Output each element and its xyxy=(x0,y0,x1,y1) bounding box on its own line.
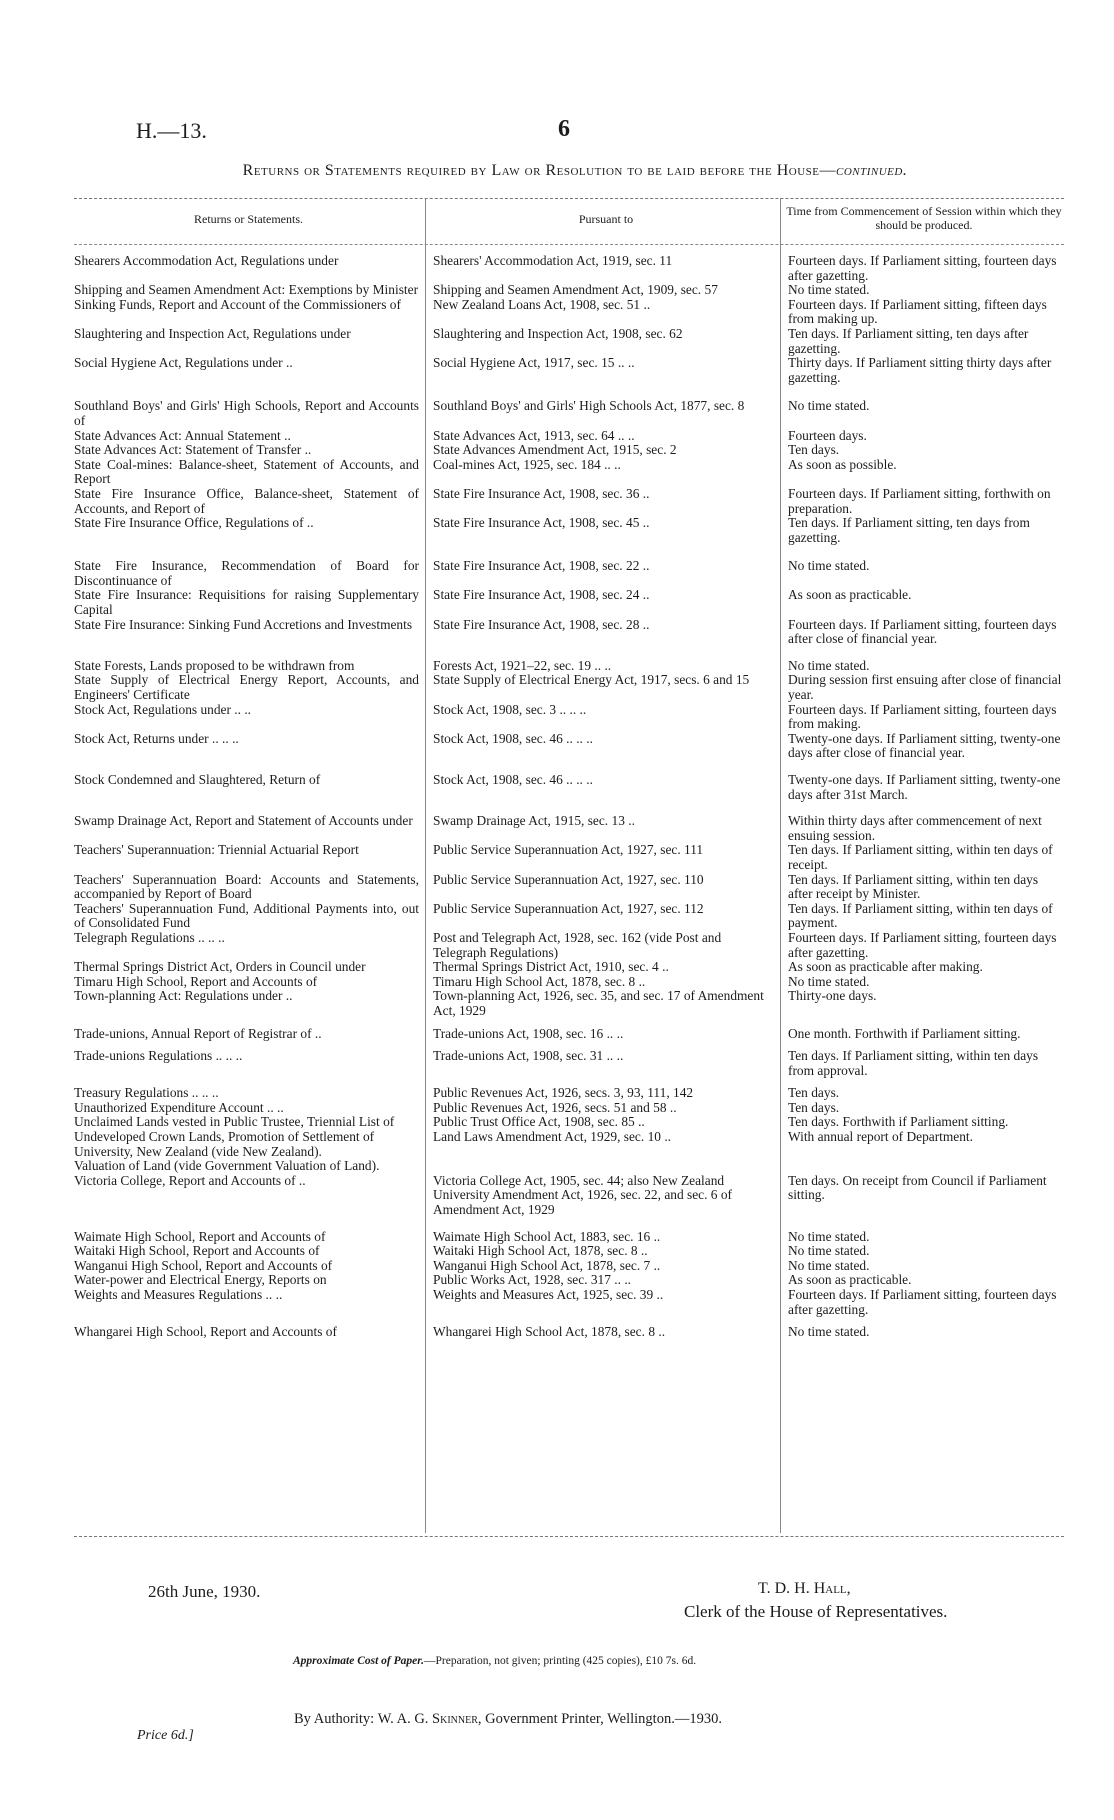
time-cell: No time stated. xyxy=(788,973,870,989)
table-row xyxy=(74,1101,1064,1116)
return-cell: Teachers' Superannuation: Triennial Actuarial Report xyxy=(74,842,359,858)
table-row xyxy=(74,773,1064,802)
authority-suffix: Government Printer, Wellington.—1930. xyxy=(485,1711,722,1727)
pursuant-cell: Forests Act, 1921–22, sec. 19 .. .. xyxy=(433,657,612,673)
return-cell: Stock Act, Regulations under .. .. xyxy=(74,701,252,717)
column-header-time: Time from Commencement of Session within which they should be produced. xyxy=(786,204,1062,232)
page-number: 6 xyxy=(558,116,570,142)
table-row xyxy=(74,1086,1064,1101)
return-cell: Southland Boys' and Girls' High Schools, Report and Accounts of xyxy=(74,398,419,428)
table-row xyxy=(74,659,1064,674)
table-row xyxy=(74,989,1064,1018)
pursuant-cell: State Fire Insurance Act, 1908, sec. 28 .. xyxy=(433,616,650,632)
return-cell: Whangarei High School, Report and Accounts of xyxy=(74,1324,337,1340)
time-cell: Fourteen days. If Parliament sitting, forthwith on preparation. xyxy=(788,485,1051,516)
pursuant-cell: Public Service Superannuation Act, 1927, sec. 112 xyxy=(433,900,704,916)
pursuant-cell: Timaru High School Act, 1878, sec. 8 .. xyxy=(433,973,646,989)
return-cell: Waitaki High School, Report and Accounts of xyxy=(74,1243,320,1259)
table-header-rule xyxy=(74,244,1064,245)
table-row xyxy=(74,399,1064,428)
return-cell: State Fire Insurance: Requisitions for raising Supplementary Capital xyxy=(74,587,419,618)
return-cell: State Advances Act: Statement of Transfer .. xyxy=(74,442,312,458)
table-row xyxy=(74,327,1064,356)
pursuant-cell: State Advances Act, 1913, sec. 64 .. .. xyxy=(433,427,635,443)
authority-line xyxy=(294,1711,722,1728)
pursuant-cell: State Supply of Electrical Energy Act, 1917, secs. 6 and 15 xyxy=(433,672,750,688)
return-cell: Timaru High School, Report and Accounts of xyxy=(74,973,318,989)
pursuant-cell: Town-planning Act, 1926, sec. 35, and sec. 17 of Amendment Act, 1929 xyxy=(433,988,764,1018)
pursuant-cell: Stock Act, 1908, sec. 3 .. .. .. xyxy=(433,701,587,717)
pursuant-cell: State Advances Amendment Act, 1915, sec. 2 xyxy=(433,442,677,458)
table-row xyxy=(74,960,1064,975)
return-cell: University, New Zealand (vide New Zealand). xyxy=(74,1143,322,1159)
time-cell: As soon as practicable. xyxy=(788,587,912,603)
table-row xyxy=(74,443,1064,458)
table-row xyxy=(74,814,1064,843)
table-row xyxy=(74,283,1064,298)
table-bottom-rule xyxy=(74,1536,1064,1537)
page-header xyxy=(120,108,1020,148)
return-cell: State Fire Insurance, Recommendation of Board for Discontinuance of xyxy=(74,558,419,588)
return-cell: Sinking Funds, Report and Account of the Commissioners of xyxy=(74,296,401,312)
table-row xyxy=(74,902,1064,931)
return-cell: Undeveloped Crown Lands, Promotion of Settlement of xyxy=(74,1129,375,1145)
table-row xyxy=(74,356,1064,385)
time-cell: No time stated. xyxy=(788,398,870,414)
table-row xyxy=(74,588,1064,617)
return-cell: Stock Act, Returns under .. .. .. xyxy=(74,730,239,746)
cost-label: Approximate Cost of Paper. xyxy=(293,1655,424,1667)
time-cell: No time stated. xyxy=(788,1324,870,1340)
table-row xyxy=(74,516,1064,545)
pursuant-cell: Public Service Superannuation Act, 1927, sec. 110 xyxy=(433,871,704,887)
pursuant-cell: Stock Act, 1908, sec. 46 .. .. .. xyxy=(433,772,593,787)
time-cell: As soon as possible. xyxy=(788,456,897,472)
table-row xyxy=(74,931,1064,960)
pursuant-cell xyxy=(425,1159,780,1174)
table-row xyxy=(74,1174,1064,1218)
time-cell: Ten days. xyxy=(788,1085,840,1101)
time-cell: Ten days. On receipt from Council if Parliament sitting. xyxy=(788,1172,1047,1203)
table-row xyxy=(74,487,1064,516)
pursuant-cell: State Fire Insurance Act, 1908, sec. 24 .. xyxy=(433,587,650,603)
time-cell: Ten days. xyxy=(788,442,840,458)
time-cell: Fourteen days. If Parliament sitting, fourteen days after gazetting. xyxy=(788,929,1057,960)
time-cell xyxy=(780,1159,1064,1174)
pursuant-cell: Waimate High School Act, 1883, sec. 16 .. xyxy=(433,1228,661,1244)
pursuant-cell: Waitaki High School Act, 1878, sec. 8 .. xyxy=(433,1243,648,1259)
pursuant-cell: Swamp Drainage Act, 1915, sec. 13 .. xyxy=(433,813,635,829)
pursuant-cell: Coal-mines Act, 1925, sec. 184 .. .. xyxy=(433,456,621,472)
time-cell: Ten days. If Parliament sitting, within ten days of receipt. xyxy=(788,842,1053,872)
return-cell: Social Hygiene Act, Regulations under .. xyxy=(74,355,293,371)
time-cell: During session first ensuing after close of financial year. xyxy=(788,672,1062,703)
pursuant-cell: Southland Boys' and Girls' High Schools Act, 1877, sec. 8 xyxy=(433,398,745,414)
pursuant-cell: Public Trust Office Act, 1908, sec. 85 .. xyxy=(433,1114,645,1130)
return-cell: Unauthorized Expenditure Account .. .. xyxy=(74,1099,284,1115)
time-cell: No time stated. xyxy=(788,657,870,673)
table-row xyxy=(74,1145,1064,1160)
authority-prefix: By Authority: xyxy=(294,1711,375,1727)
time-cell: With annual report of Department. xyxy=(788,1129,974,1145)
time-cell: Fourteen days. If Parliament sitting, fifteen days from making up. xyxy=(788,296,1047,327)
return-cell: Teachers' Superannuation Fund, Additional Payments into, out of Consolidated Fund xyxy=(74,900,419,931)
return-cell: Stock Condemned and Slaughtered, Return of xyxy=(74,772,321,787)
return-cell: State Fire Insurance Office, Balance-sheet, Statement of Accounts, and Report of xyxy=(74,485,419,516)
table-row xyxy=(74,1273,1064,1288)
pursuant-cell: Victoria College Act, 1905, sec. 44; also New Zealand University Amendment Act, 1926, sec. 22, and sec. 6 of Amendment Act, 1929 xyxy=(433,1172,732,1218)
return-cell: Victoria College, Report and Accounts of .. xyxy=(74,1172,306,1188)
time-cell: Twenty-one days. If Parliament sitting, twenty-one days after 31st March. xyxy=(788,772,1061,802)
time-cell: Fourteen days. If Parliament sitting, fourteen days from making. xyxy=(788,701,1057,732)
table-row xyxy=(74,732,1064,761)
signatory-name: T. D. H. Hall, xyxy=(758,1580,851,1597)
pursuant-cell xyxy=(425,1145,780,1160)
table-row xyxy=(74,1288,1064,1317)
return-cell: Teachers' Superannuation Board: Accounts and Statements, accompanied by Report of Board xyxy=(74,871,419,902)
return-cell: Water-power and Electrical Energy, Reports on xyxy=(74,1272,327,1288)
pursuant-cell: Social Hygiene Act, 1917, sec. 15 .. .. xyxy=(433,355,635,371)
title-main: Returns or Statements required by Law or Resolution to be laid before the House— xyxy=(242,162,836,179)
time-cell: Fourteen days. xyxy=(788,427,867,443)
table-row xyxy=(74,1230,1064,1245)
return-cell: State Forests, Lands proposed to be withdrawn from xyxy=(74,657,355,673)
signatory-title: Clerk of the House of Representatives. xyxy=(684,1602,948,1621)
pursuant-cell: Thermal Springs District Act, 1910, sec. 4 .. xyxy=(433,959,669,975)
time-cell: As soon as practicable. xyxy=(788,1272,912,1288)
return-cell: State Advances Act: Annual Statement .. xyxy=(74,427,291,443)
title-suffix: continued. xyxy=(835,162,908,179)
time-cell: No time stated. xyxy=(788,1243,870,1259)
return-cell: State Fire Insurance Office, Regulations of .. xyxy=(74,515,314,531)
table-row xyxy=(74,703,1064,732)
table-row xyxy=(74,429,1064,444)
return-cell: Weights and Measures Regulations .. .. xyxy=(74,1287,283,1302)
table-row xyxy=(74,1244,1064,1259)
time-cell: Fourteen days. If Parliament sitting, fourteen days after gazetting. xyxy=(788,253,1057,283)
cost-note xyxy=(293,1655,696,1667)
time-cell: Twenty-one days. If Parliament sitting, twenty-one days after close of financial year. xyxy=(788,730,1061,761)
return-cell: State Fire Insurance: Sinking Fund Accretions and Investments xyxy=(74,616,413,632)
return-cell: Shearers Accommodation Act, Regulations under xyxy=(74,253,339,268)
time-cell: Ten days. xyxy=(788,1099,840,1115)
time-cell: Thirty-one days. xyxy=(788,988,877,1004)
table-row xyxy=(74,1130,1064,1145)
time-cell xyxy=(780,1145,1064,1160)
return-cell: State Coal-mines: Balance-sheet, Statement of Accounts, and Report xyxy=(74,456,419,487)
time-cell: Ten days. If Parliament sitting, within ten days from approval. xyxy=(788,1048,1039,1078)
time-cell: One month. Forthwith if Parliament sitting. xyxy=(788,1025,1021,1041)
time-cell: Ten days. If Parliament sitting, within ten days of payment. xyxy=(788,900,1053,931)
pursuant-cell: Public Service Superannuation Act, 1927, sec. 111 xyxy=(433,842,704,858)
document-title xyxy=(110,162,1040,180)
table-row xyxy=(74,1027,1064,1042)
price-note: Price 6d.] xyxy=(137,1728,194,1743)
return-cell: Trade-unions Regulations .. .. .. xyxy=(74,1048,243,1064)
pursuant-cell: New Zealand Loans Act, 1908, sec. 51 .. xyxy=(433,296,651,312)
table-row xyxy=(74,618,1064,647)
pursuant-cell: Public Revenues Act, 1926, secs. 51 and 58 .. xyxy=(433,1099,677,1115)
pursuant-cell: Stock Act, 1908, sec. 46 .. .. .. xyxy=(433,730,593,746)
time-cell: Fourteen days. If Parliament sitting, fourteen days after gazetting. xyxy=(788,1287,1057,1317)
table-row xyxy=(74,1115,1064,1130)
pursuant-cell: Land Laws Amendment Act, 1929, sec. 10 .. xyxy=(433,1129,672,1145)
time-cell: Ten days. If Parliament sitting, ten days after gazetting. xyxy=(788,325,1029,356)
return-cell: Trade-unions, Annual Report of Registrar of .. xyxy=(74,1025,322,1041)
pursuant-cell: Public Works Act, 1928, sec. 317 .. .. xyxy=(433,1272,632,1288)
pursuant-cell: Trade-unions Act, 1908, sec. 31 .. .. xyxy=(433,1048,624,1064)
return-cell: State Supply of Electrical Energy Report, Accounts, and Engineers' Certificate xyxy=(74,672,419,703)
return-cell: Valuation of Land (vide Government Valuation of Land). xyxy=(74,1158,380,1174)
return-cell: Shipping and Seamen Amendment Act: Exemptions by Minister xyxy=(74,282,419,298)
column-header-pursuant: Pursuant to xyxy=(578,212,634,226)
pursuant-cell: Public Revenues Act, 1926, secs. 3, 93, 111, 142 xyxy=(433,1085,694,1101)
return-cell: Waimate High School, Report and Accounts of xyxy=(74,1228,326,1244)
time-cell: No time stated. xyxy=(788,1228,870,1244)
table-row xyxy=(74,673,1064,702)
table-row xyxy=(74,1325,1064,1340)
document-code: H.—13. xyxy=(136,118,207,143)
pursuant-cell: Shearers' Accommodation Act, 1919, sec. 11 xyxy=(433,253,673,268)
time-cell: No time stated. xyxy=(788,1257,870,1273)
pursuant-cell: Shipping and Seamen Amendment Act, 1909, sec. 57 xyxy=(433,282,718,298)
pursuant-cell: Whangarei High School Act, 1878, sec. 8 .. xyxy=(433,1324,666,1340)
table-row xyxy=(74,298,1064,327)
time-cell: Ten days. If Parliament sitting, within ten days after receipt by Minister. xyxy=(788,871,1039,902)
return-cell: Treasury Regulations .. .. .. xyxy=(74,1085,219,1101)
column-header-returns: Returns or Statements. xyxy=(194,212,303,226)
table-row xyxy=(74,559,1064,588)
pursuant-cell: Post and Telegraph Act, 1928, sec. 162 (vide Post and Telegraph Regulations) xyxy=(433,929,722,960)
return-cell: Slaughtering and Inspection Act, Regulations under xyxy=(74,325,351,341)
table-row xyxy=(74,1049,1064,1078)
pursuant-cell: Trade-unions Act, 1908, sec. 16 .. .. xyxy=(433,1025,624,1041)
return-cell: Telegraph Regulations .. .. .. xyxy=(74,929,225,945)
pursuant-cell: Wanganui High School Act, 1878, sec. 7 .. xyxy=(433,1257,661,1273)
time-cell: No time stated. xyxy=(788,282,870,298)
table-row xyxy=(74,975,1064,990)
pursuant-cell: State Fire Insurance Act, 1908, sec. 36 .. xyxy=(433,485,650,501)
table-row xyxy=(74,873,1064,902)
time-cell: Thirty days. If Parliament sitting thirty days after gazetting. xyxy=(788,355,1052,385)
pursuant-cell: Slaughtering and Inspection Act, 1908, sec. 62 xyxy=(433,325,683,341)
table-row xyxy=(74,1259,1064,1274)
time-cell: As soon as practicable after making. xyxy=(788,959,983,975)
table-top-rule xyxy=(74,198,1064,199)
time-cell: Within thirty days after commencement of next ensuing session. xyxy=(788,813,1042,843)
return-cell: Swamp Drainage Act, Report and Statement of Accounts under xyxy=(74,813,413,829)
table-row xyxy=(74,254,1064,283)
pursuant-cell: Weights and Measures Act, 1925, sec. 39 .. xyxy=(433,1287,664,1302)
return-cell: Wanganui High School, Report and Accounts of xyxy=(74,1257,333,1273)
time-cell: No time stated. xyxy=(788,558,870,574)
table-row xyxy=(74,458,1064,487)
time-cell: Ten days. If Parliament sitting, ten days from gazetting. xyxy=(788,515,1030,545)
pursuant-cell: State Fire Insurance Act, 1908, sec. 45 .. xyxy=(433,515,650,531)
time-cell: Fourteen days. If Parliament sitting, fourteen days after close of financial year. xyxy=(788,616,1057,647)
return-cell: Town-planning Act: Regulations under .. xyxy=(74,988,293,1004)
table-row xyxy=(74,1159,1064,1174)
printer-name: W. A. G. Skinner, xyxy=(377,1711,482,1727)
time-cell: Ten days. Forthwith if Parliament sitting. xyxy=(788,1114,1009,1130)
cost-text: —Preparation, not given; printing (425 copies), £10 7s. 6d. xyxy=(423,1655,697,1667)
table-row xyxy=(74,843,1064,872)
signature-date: 26th June, 1930. xyxy=(148,1582,261,1601)
return-cell: Unclaimed Lands vested in Public Trustee, Triennial List of xyxy=(74,1114,395,1130)
return-cell: Thermal Springs District Act, Orders in Council under xyxy=(74,959,366,975)
table-body xyxy=(74,254,1064,1340)
pursuant-cell: State Fire Insurance Act, 1908, sec. 22 .. xyxy=(433,558,650,574)
